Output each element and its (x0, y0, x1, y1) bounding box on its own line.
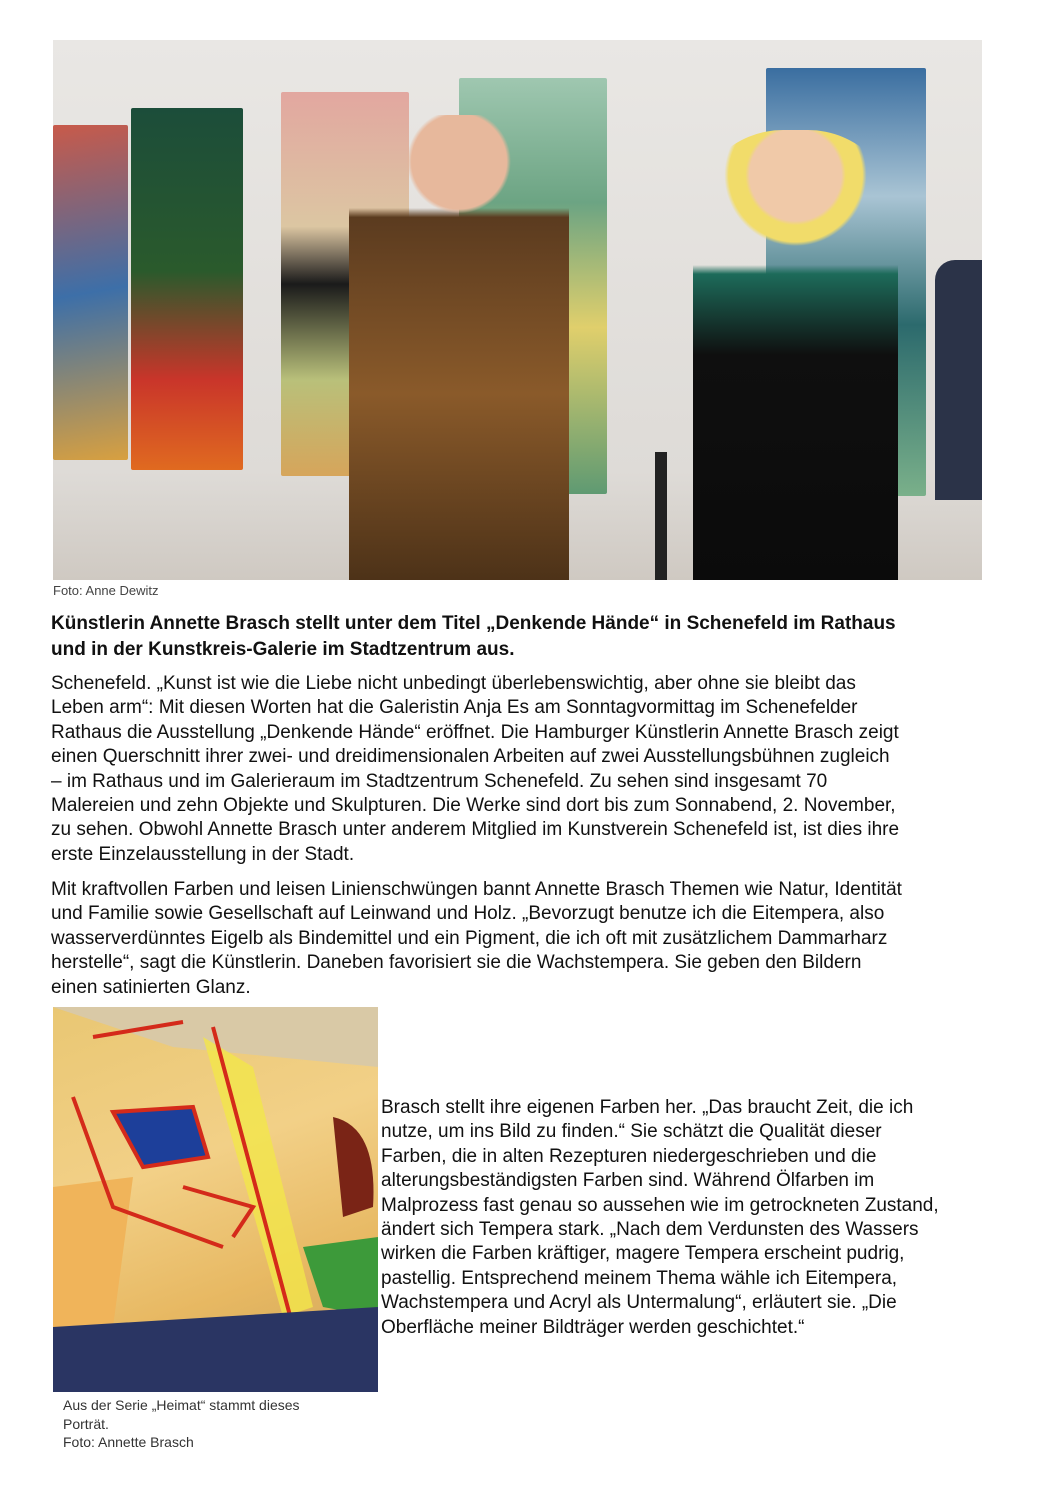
text-line: – im Rathaus und im Galerieraum im Stadtzentrum Schenefeld. Zu sehen sind insgesamt 70 (51, 770, 828, 792)
text-line: Wachstempera und Acryl als Untermalung“, erläutert sie. „Die (381, 1292, 897, 1314)
text-line: Malprozess fast genau so aussehen wie im getrockneten Zustand, (381, 1194, 939, 1216)
text-line: erste Einzelausstellung in der Stadt. (51, 843, 355, 865)
text-line: alterungsbeständigsten Farben sind. Während Ölfarben im (381, 1170, 875, 1192)
visitor (935, 260, 982, 500)
text-line: herstelle“, sagt die Künstlerin. Daneben favorisiert sie die Wachstempera. Sie geben den Bildern (51, 952, 862, 974)
caption-line: Foto: Annette Brasch (63, 1434, 194, 1450)
text-line: Oberfläche meiner Bildträger werden geschichtet.“ (381, 1316, 805, 1338)
text-line: wirken die Farben kräftiger, magere Tempera erscheint pudrig, (381, 1243, 905, 1265)
text-line: Leben arm“: Mit diesen Worten hat die Galeristin Anja Es am Sonntagvormittag im Schenefelder (51, 697, 858, 719)
woman-right (693, 130, 898, 580)
paragraph-2 (51, 878, 902, 1000)
lead-line: Künstlerin Annette Brasch stellt unter dem Titel „Denkende Hände“ in Schenefeld im Rathaus (51, 613, 896, 634)
paragraph-1 (51, 672, 899, 867)
text-line: zu sehen. Obwohl Annette Brasch unter anderem Mitglied im Kunstverein Schenefeld ist, ist dies ihre (51, 819, 900, 841)
painting (131, 108, 243, 470)
caption-line: Aus der Serie „Heimat“ stammt dieses (63, 1397, 300, 1413)
sculpture-stand (655, 452, 667, 580)
text-line: einen satinierten Glanz. (51, 976, 251, 998)
painting-caption (63, 1396, 300, 1452)
text-line: Mit kraftvollen Farben und leisen Linienschwüngen bannt Annette Brasch Themen wie Natur, Identität (51, 879, 902, 900)
caption-line: Porträt. (63, 1415, 109, 1432)
text-line: ändert sich Tempera stark. „Nach dem Verdunsten des Wassers (381, 1219, 919, 1241)
text-line: einen Querschnitt ihrer zwei- und dreidimensionalen Arbeiten auf zwei Ausstellungsbühnen zugleich (51, 746, 890, 768)
painting (53, 125, 128, 460)
text-line: Malereien und zehn Objekte und Skulpturen. Die Werke sind dort bis zum Sonnabend, 2. November, (51, 795, 896, 817)
text-line: Rathaus die Ausstellung „Denkende Hände“ eröffnet. Die Hamburger Künstlerin Annette Brasch zeigt (51, 721, 899, 743)
text-line: Farben, die in alten Rezepturen niedergeschrieben und die (381, 1145, 877, 1167)
photo-caption: Foto: Anne Dewitz (53, 583, 159, 598)
text-line: Schenefeld. „Kunst ist wie die Liebe nicht unbedingt überlebenswichtig, aber ohne sie bleibt das (51, 673, 856, 694)
text-line: nutze, um ins Bild zu finden.“ Sie schätzt die Qualität dieser (381, 1121, 882, 1143)
lead-heading (51, 611, 896, 663)
text-line: Brasch stellt ihre eigenen Farben her. „Das braucht Zeit, die ich (381, 1097, 914, 1118)
text-line: und Familie sowie Gesellschaft auf Leinwand und Holz. „Bevorzugt benutze ich die Eitempera, also (51, 903, 885, 925)
gallery-photo (53, 40, 982, 580)
painting-artwork (53, 1007, 378, 1392)
text-line: wasserverdünntes Eigelb als Bindemittel und ein Pigment, die ich oft mit zusätzlichem Dammarharz (51, 927, 888, 949)
lead-line: und in der Kunstkreis-Galerie im Stadtzentrum aus. (51, 639, 515, 660)
painting-photo (53, 1007, 378, 1392)
text-line: pastellig. Entsprechend meinem Thema wähle ich Eitempera, (381, 1267, 898, 1289)
woman-left (349, 115, 569, 580)
paragraph-3 (381, 1096, 939, 1340)
